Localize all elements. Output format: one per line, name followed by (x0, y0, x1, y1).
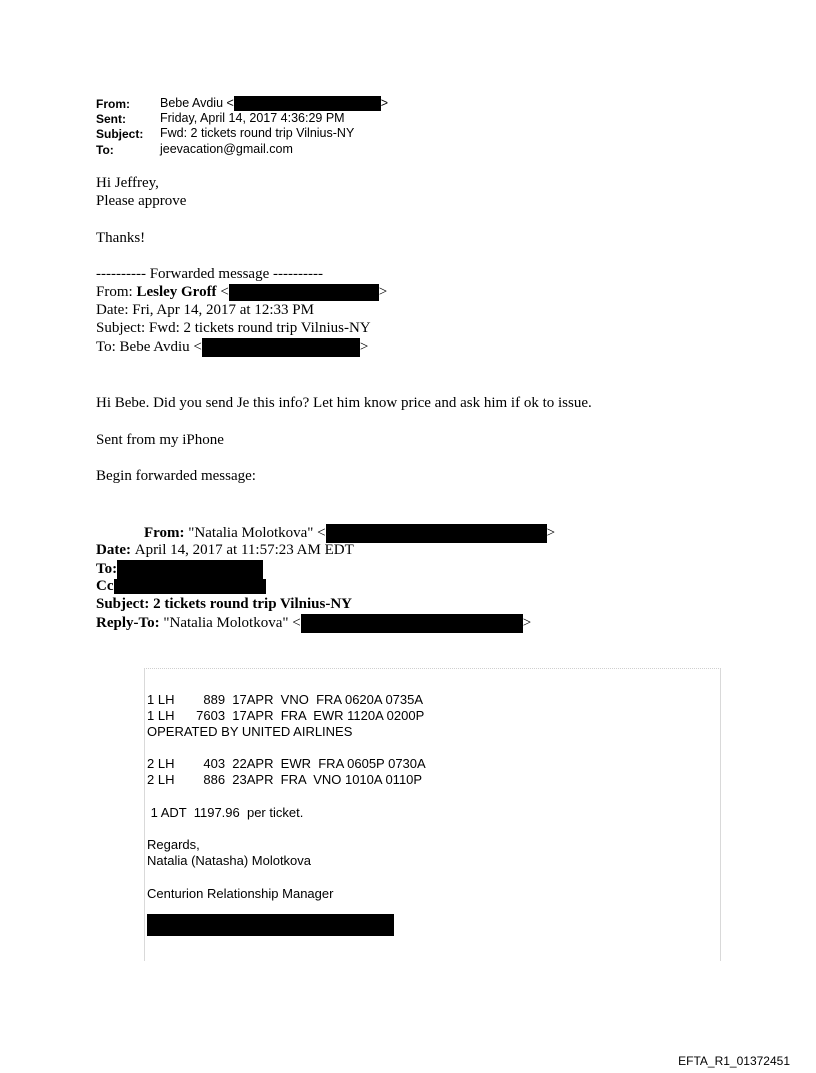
forward1-to-close: > (359, 338, 369, 355)
forward1-date: Date: Fri, Apr 14, 2017 at 12:33 PM (96, 302, 314, 318)
itinerary-line: 1 LH 889 17APR VNO FRA 0620A 0735A (147, 692, 424, 707)
forward1-from-name: Lesley Groff (136, 284, 217, 300)
forward2-from-label: From: (144, 524, 189, 541)
begin-forwarded: Begin forwarded message: (96, 468, 256, 484)
from-label: From: (96, 97, 130, 111)
forward2-date (96, 542, 354, 559)
forward2-subject (96, 596, 352, 613)
thanks-line: Thanks! (96, 230, 146, 246)
redaction-block (234, 96, 381, 111)
regards-line: Regards, (147, 837, 200, 852)
itinerary-line: 1 LH 7603 17APR FRA EWR 1120A 0200P (147, 708, 425, 723)
redaction-block (229, 284, 379, 301)
redaction-block (202, 338, 360, 357)
iphone-signature: Sent from my iPhone (96, 432, 224, 448)
forward1-from (96, 284, 387, 301)
itinerary-line: OPERATED BY UNITED AIRLINES (147, 724, 353, 739)
forward2-to-label: To: (96, 560, 118, 577)
document-id: EFTA_R1_01372451 (678, 1054, 790, 1068)
redaction-block (114, 579, 266, 594)
forward1-from-prefix: From: (96, 284, 137, 300)
itinerary-line: 2 LH 886 23APR FRA VNO 1010A 0110P (147, 772, 423, 787)
forward2-reply-close: > (522, 614, 532, 631)
forward1-to (96, 338, 368, 357)
redaction-block (147, 914, 394, 936)
from-value (160, 96, 388, 111)
redaction-block (301, 614, 523, 633)
forward2-date-label: Date: (96, 542, 135, 558)
from-close: > (380, 96, 389, 110)
forward1-to-text: To: Bebe Avdiu < (96, 338, 202, 355)
forward1-from-close: > (378, 284, 388, 300)
forward2-from-close: > (546, 524, 556, 541)
sent-value: Friday, April 14, 2017 4:36:29 PM (160, 111, 345, 125)
signer-title: Centurion Relationship Manager (147, 886, 334, 901)
subject-value: Fwd: 2 tickets round trip Vilnius-NY (160, 126, 355, 140)
forward2-subject-label: Subject: 2 tickets round trip Vilnius-NY (96, 596, 352, 612)
to-value: jeevacation@gmail.com (160, 142, 293, 156)
to-label: To: (96, 143, 114, 157)
forward1-from-open: < (216, 284, 229, 300)
forward2-cc-label: Cc (96, 578, 114, 594)
from-sender: Bebe Avdiu < (160, 96, 234, 110)
request-line: Please approve (96, 193, 187, 209)
itinerary-line: 2 LH 403 22APR EWR FRA 0605P 0730A (147, 756, 426, 771)
message-body: Hi Bebe. Did you send Je this info? Let him know price and ask him if ok to issue. (96, 395, 592, 411)
forward2-to (96, 560, 263, 579)
redaction-block (326, 524, 547, 543)
forward2-from-value: "Natalia Molotkova" < (188, 524, 326, 541)
signer-name: Natalia (Natasha) Molotkova (147, 853, 312, 868)
forward-separator: ---------- Forwarded message ---------- (96, 266, 323, 282)
sent-label: Sent: (96, 112, 126, 126)
forward2-cc (96, 578, 266, 595)
price-line: 1 ADT 1197.96 per ticket. (147, 805, 304, 820)
forward2-date-value: April 14, 2017 at 11:57:23 AM EDT (134, 542, 354, 558)
subject-label: Subject: (96, 127, 144, 141)
forward2-reply-value: "Natalia Molotkova" < (163, 614, 301, 631)
forward1-subject: Subject: Fwd: 2 tickets round trip Vilnius-NY (96, 320, 371, 336)
forward2-reply-to (96, 614, 531, 633)
greeting: Hi Jeffrey, (96, 175, 159, 191)
forward2-from (144, 524, 555, 543)
forward2-reply-label: Reply-To: (96, 614, 164, 631)
redaction-block (117, 560, 263, 579)
